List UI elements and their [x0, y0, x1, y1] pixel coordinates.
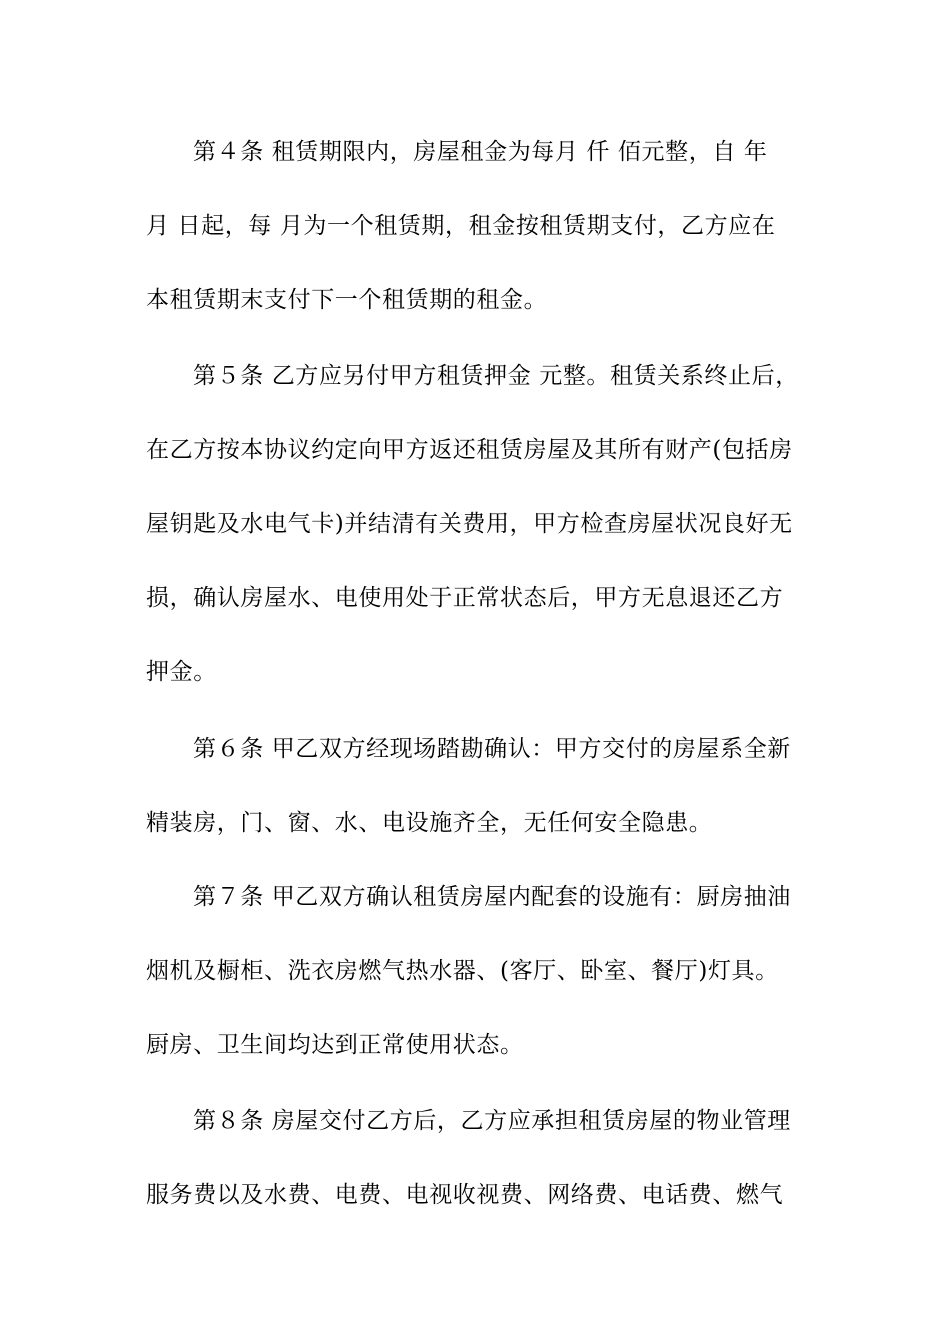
- article-7-line-3: 厨房、卫生间均达到正常使用状态。: [146, 1032, 524, 1058]
- article-7-line-1: 第７条 甲乙双方确认租赁房屋内配套的设施有：厨房抽油: [193, 884, 791, 910]
- article-8-line-1: 第８条 房屋交付乙方后，乙方应承担租赁房屋的物业管理: [193, 1108, 791, 1134]
- article-8-line-2: 服务费以及水费、电费、电视收视费、网络费、电话费、燃气: [146, 1182, 784, 1208]
- article-4-line-1: 第４条 租赁期限内，房屋租金为每月 仟 佰元整，自 年: [193, 139, 768, 165]
- article-5-line-2: 在乙方按本协议约定向甲方返还租赁房屋及其所有财产(包括房: [146, 437, 793, 463]
- article-7-line-2: 烟机及橱柜、洗衣房燃气热水器、(客厅、卧室、餐厅)灯具。: [146, 958, 779, 984]
- article-4-line-2: 月 日起，每 月为一个租赁期，租金按租赁期支付，乙方应在: [146, 213, 776, 239]
- article-6-line-1: 第６条 甲乙双方经现场踏勘确认：甲方交付的房屋系全新: [193, 736, 791, 762]
- article-5-line-1: 第５条 乙方应另付甲方租赁押金 元整。租赁关系终止后，: [193, 363, 799, 389]
- article-4-line-3: 本租赁期末支付下一个租赁期的租金。: [146, 287, 548, 313]
- article-5-line-3: 屋钥匙及水电气卡)并结清有关费用，甲方检查房屋状况良好无: [146, 511, 793, 537]
- article-5-line-5: 押金。: [146, 659, 217, 685]
- article-5-line-4: 损，确认房屋水、电使用处于正常状态后，甲方无息退还乙方: [146, 585, 784, 611]
- article-6-line-2: 精装房，门、窗、水、电设施齐全，无任何安全隐患。: [146, 810, 713, 836]
